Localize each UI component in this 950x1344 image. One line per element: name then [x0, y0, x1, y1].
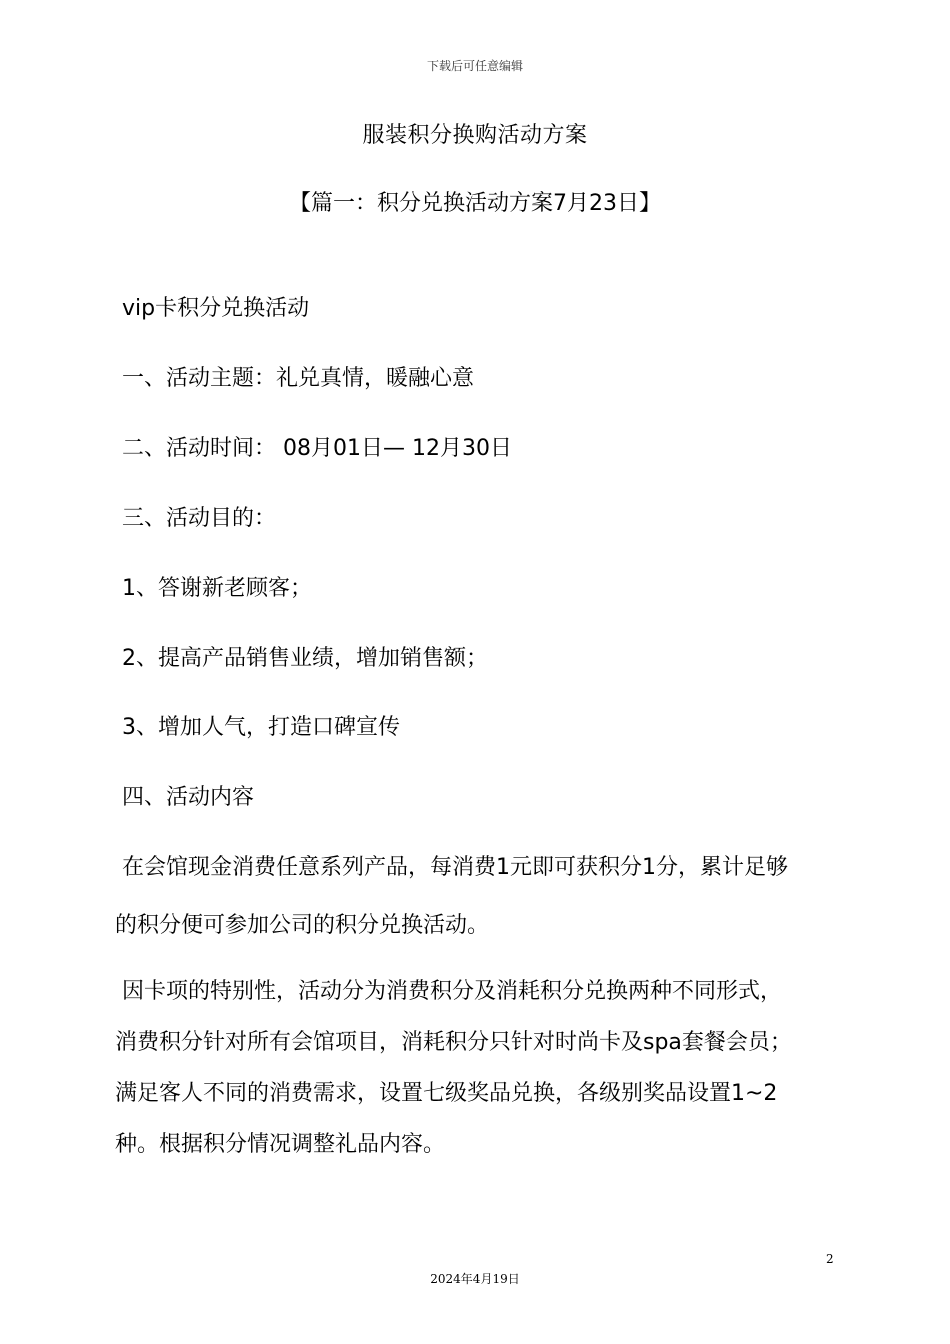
- paragraph-line: 在会馆现金消费任意系列产品，每消费1元即可获积分1分，累计足够: [122, 855, 788, 880]
- paragraph-line: 的积分便可参加公司的积分兑换活动。: [115, 913, 490, 938]
- paragraph-line: 满足客人不同的消费需求，设置七级奖品兑换，各级别奖品设置1~2: [115, 1081, 778, 1106]
- document-subtitle: 【篇一：积分兑换活动方案7月23日】: [289, 191, 661, 216]
- purpose-item-1: 1、答谢新老顾客；: [122, 576, 312, 601]
- activity-time: 二、活动时间： 08月01日— 12月30日: [122, 436, 512, 461]
- footer-date: 2024年4月19日: [430, 1272, 520, 1286]
- paragraph-line: 因卡项的特别性，活动分为消费积分及消耗积分兑换两种不同形式，: [122, 979, 783, 1004]
- activity-theme: 一、活动主题：礼兑真情，暖融心意: [122, 366, 475, 391]
- paragraph-line: 消费积分针对所有会馆项目，消耗积分只针对时尚卡及spa套餐会员；: [115, 1030, 792, 1055]
- document-title: 服装积分换购活动方案: [362, 123, 588, 148]
- section-heading-vip: vip卡积分兑换活动: [122, 296, 310, 321]
- purpose-item-3: 3、增加人气，打造口碑宣传: [122, 715, 400, 740]
- activity-content-heading: 四、活动内容: [122, 785, 255, 810]
- activity-purpose-heading: 三、活动目的：: [122, 506, 277, 531]
- header-note: 下载后可任意编辑: [426, 59, 523, 73]
- paragraph-line: 种。根据积分情况调整礼品内容。: [115, 1132, 446, 1157]
- purpose-item-2: 2、提高产品销售业绩，增加销售额；: [122, 646, 488, 671]
- content-paragraph-2: [115, 977, 840, 1188]
- page-number: 2: [826, 1252, 834, 1266]
- content-paragraph-1: [115, 853, 840, 969]
